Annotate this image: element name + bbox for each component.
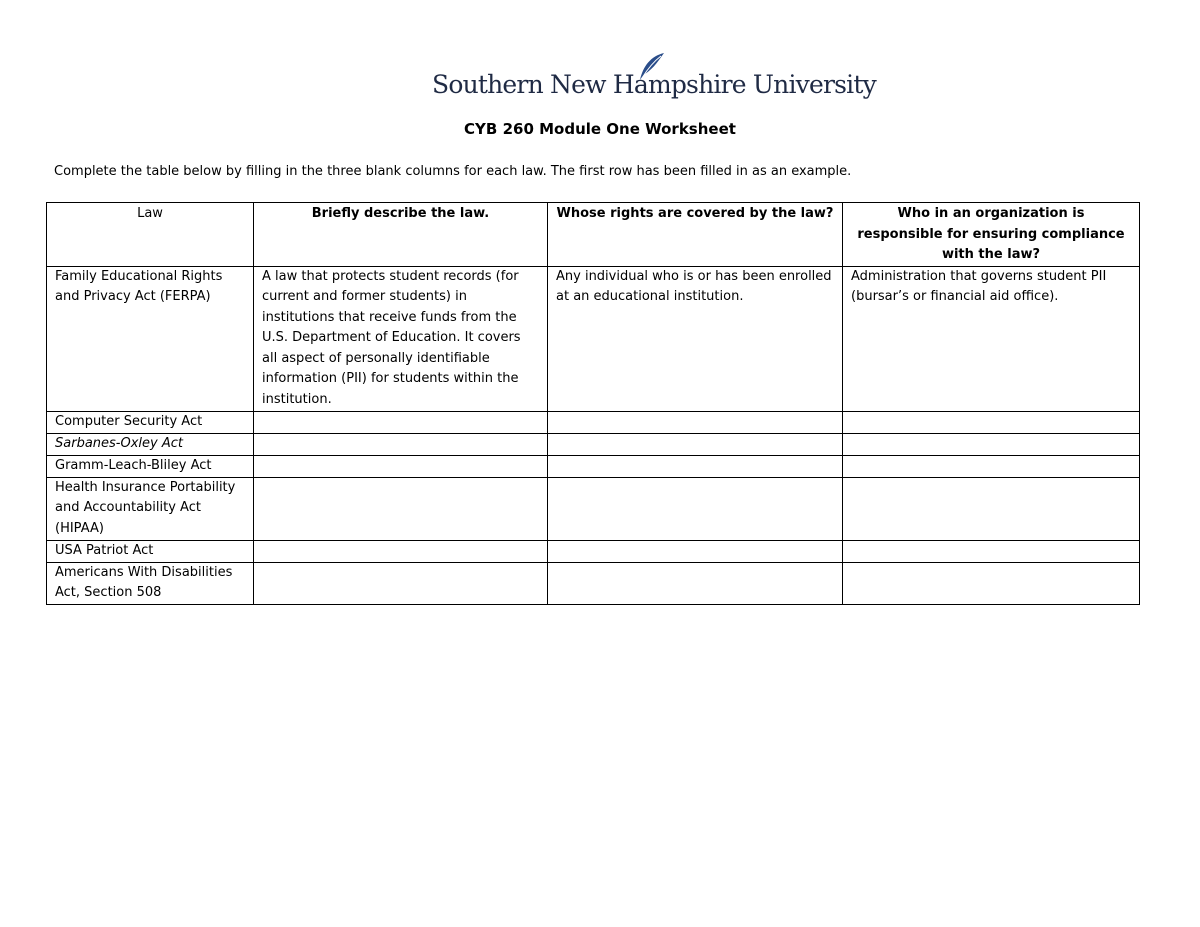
- table-row: [47, 411, 1140, 433]
- header-description: Briefly describe the law.: [254, 203, 548, 267]
- responsible-cell[interactable]: [843, 540, 1140, 562]
- law-cell: Health Insurance Portability and Accountability Act (HIPAA): [47, 477, 254, 540]
- rights-cell[interactable]: [548, 411, 843, 433]
- description-cell[interactable]: [254, 562, 548, 604]
- rights-cell[interactable]: [548, 562, 843, 604]
- description-cell[interactable]: A law that protects student records (for current and former students) in institutions that receive funds from the U.S. Department of Education. It covers all aspect of personally identifiable information (PII) for students within the institution.: [254, 266, 548, 411]
- table-row: [47, 266, 1140, 411]
- responsible-cell[interactable]: [843, 562, 1140, 604]
- header-law: Law: [47, 203, 254, 267]
- law-cell: Sarbanes-Oxley Act: [47, 433, 254, 455]
- rights-cell[interactable]: Any individual who is or has been enrolled at an educational institution.: [548, 266, 843, 411]
- header-responsible: Who in an organization is responsible for ensuring compliance with the law?: [843, 203, 1140, 267]
- rights-cell[interactable]: [548, 433, 843, 455]
- university-logo: [432, 52, 876, 108]
- table-row: [47, 562, 1140, 604]
- description-cell[interactable]: [254, 540, 548, 562]
- page-title: CYB 260 Module One Worksheet: [464, 120, 736, 138]
- description-cell[interactable]: [254, 455, 548, 477]
- responsible-cell[interactable]: [843, 411, 1140, 433]
- responsible-cell[interactable]: [843, 455, 1140, 477]
- rights-cell[interactable]: [548, 540, 843, 562]
- table-header-row: [47, 203, 1140, 267]
- law-cell: Gramm-Leach-Bliley Act: [47, 455, 254, 477]
- responsible-cell[interactable]: [843, 433, 1140, 455]
- table-row: [47, 540, 1140, 562]
- instructions-text: Complete the table below by filling in the three blank columns for each law. The first row has been filled in as an example.: [54, 164, 852, 179]
- table-row: [47, 433, 1140, 455]
- table-row: [47, 477, 1140, 540]
- responsible-cell[interactable]: [843, 477, 1140, 540]
- law-cell: Family Educational Rights and Privacy Act (FERPA): [47, 266, 254, 411]
- law-cell: Americans With Disabilities Act, Section 508: [47, 562, 254, 604]
- table-row: [47, 455, 1140, 477]
- rights-cell[interactable]: [548, 455, 843, 477]
- law-cell: USA Patriot Act: [47, 540, 254, 562]
- header-rights: Whose rights are covered by the law?: [548, 203, 843, 267]
- law-cell: Computer Security Act: [47, 411, 254, 433]
- description-cell[interactable]: [254, 477, 548, 540]
- description-cell[interactable]: [254, 411, 548, 433]
- description-cell[interactable]: [254, 433, 548, 455]
- logo-text: Southern New Hampshire University: [432, 70, 876, 99]
- law-table: [46, 202, 1140, 605]
- rights-cell[interactable]: [548, 477, 843, 540]
- responsible-cell[interactable]: Administration that governs student PII (bursar’s or financial aid office).: [843, 266, 1140, 411]
